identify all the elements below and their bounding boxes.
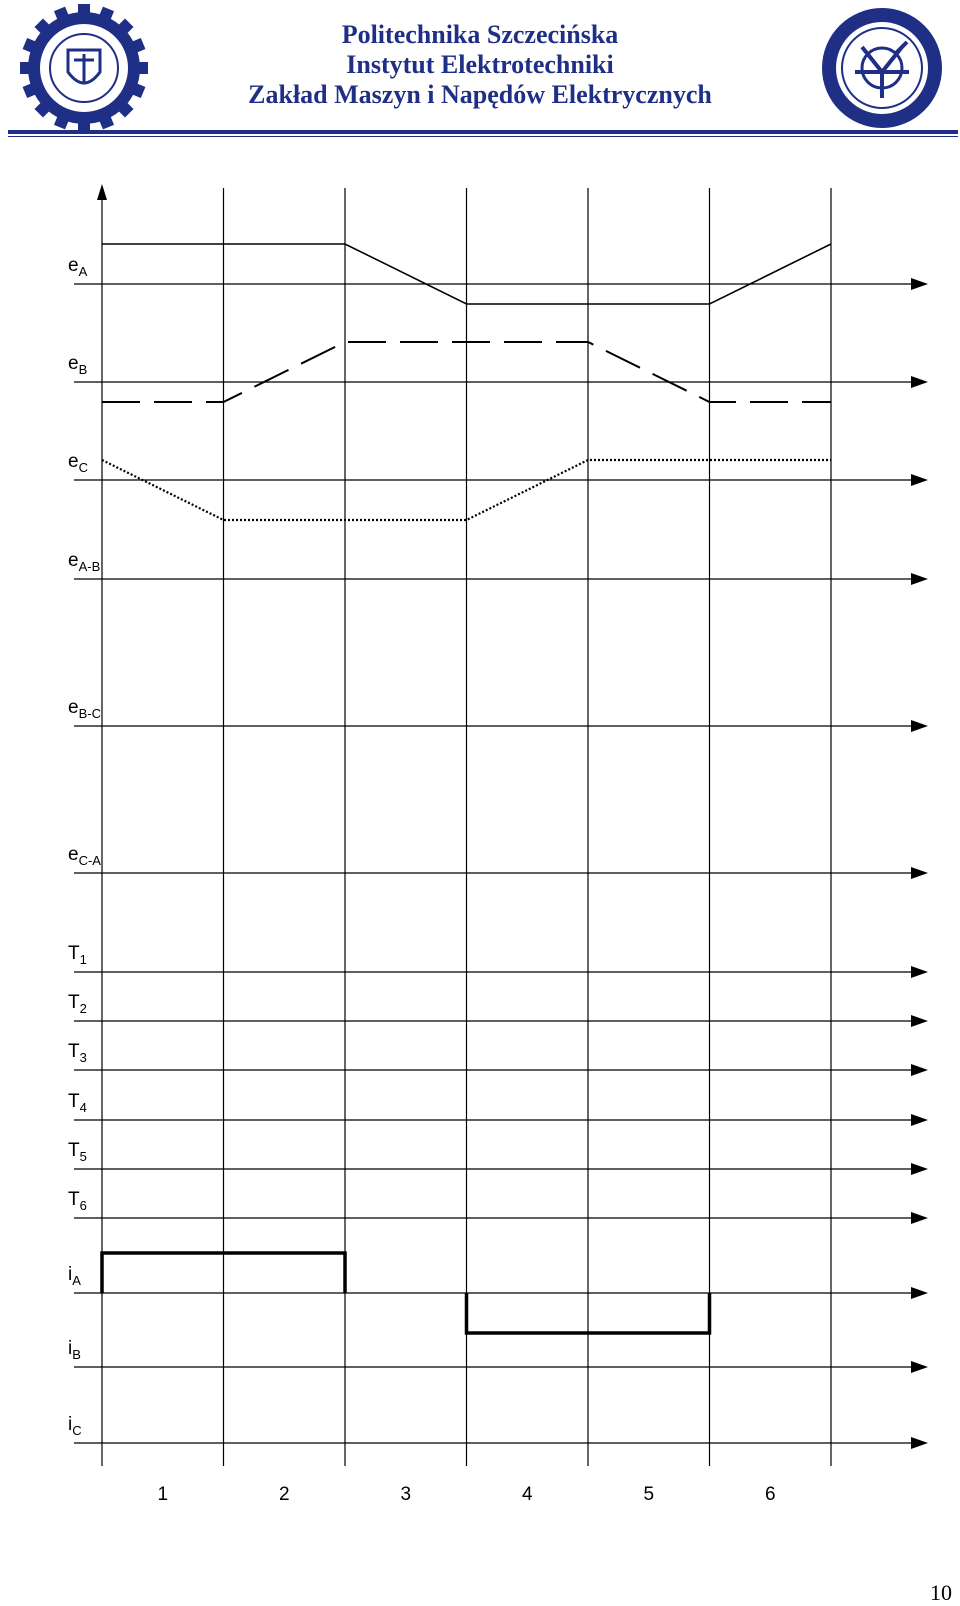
interval-label-1: 1 [157, 1484, 169, 1505]
row-label-2: $e_C$ [68, 451, 88, 475]
interval-label-4: 4 [521, 1484, 533, 1505]
row-label-9: $T_4$ [68, 1091, 87, 1115]
row-label-14: $i_C$ [68, 1414, 82, 1438]
row-axis-arrow-3 [911, 573, 928, 585]
row-axis-arrow-2 [911, 474, 928, 486]
institute-name: Instytut Elektrotechniki [346, 50, 614, 79]
interval-label-2: 2 [278, 1484, 290, 1505]
row-label-6: $T_1$ [68, 943, 87, 967]
row-axis-arrow-14 [911, 1437, 928, 1449]
university-name: Politechnika Szczecińska [341, 20, 619, 49]
row-axis-arrow-12 [911, 1287, 928, 1299]
row-label-8: $T_3$ [68, 1041, 87, 1065]
row-label-7: $T_2$ [68, 992, 87, 1016]
row-axis-arrow-13 [911, 1361, 928, 1373]
row-axis-arrow-10 [911, 1163, 928, 1175]
row-axis-arrow-11 [911, 1212, 928, 1224]
row-label-12: $i_A$ [68, 1264, 81, 1288]
row-axis-arrow-1 [911, 376, 928, 388]
row-label-5: $e_{C-A}$ [68, 844, 101, 868]
row-axis-arrow-9 [911, 1114, 928, 1126]
department-name: Zakład Maszyn i Napędów Elektrycznych [248, 80, 712, 109]
row-axis-arrow-0 [911, 278, 928, 290]
row-axis-arrow-7 [911, 1015, 928, 1027]
interval-label-5: 5 [643, 1484, 655, 1505]
row-label-13: $i_B$ [68, 1338, 81, 1362]
row-axis-arrow-8 [911, 1064, 928, 1076]
row-label-10: $T_5$ [68, 1140, 87, 1164]
interval-label-3: 3 [400, 1484, 412, 1505]
row-label-0: $e_A$ [68, 255, 88, 279]
row-label-4: $e_{B-C}$ [68, 697, 101, 721]
row-label-11: $T_6$ [68, 1189, 87, 1213]
page-number: 10 [930, 1580, 952, 1605]
row-axis-arrow-5 [911, 867, 928, 879]
vertical-axis-arrow [97, 184, 107, 200]
row-label-3: $e_{A-B}$ [68, 550, 101, 574]
row-label-1: $e_B$ [68, 353, 88, 377]
row-axis-arrow-4 [911, 720, 928, 732]
row-axis-arrow-6 [911, 966, 928, 978]
interval-label-6: 6 [764, 1484, 776, 1505]
